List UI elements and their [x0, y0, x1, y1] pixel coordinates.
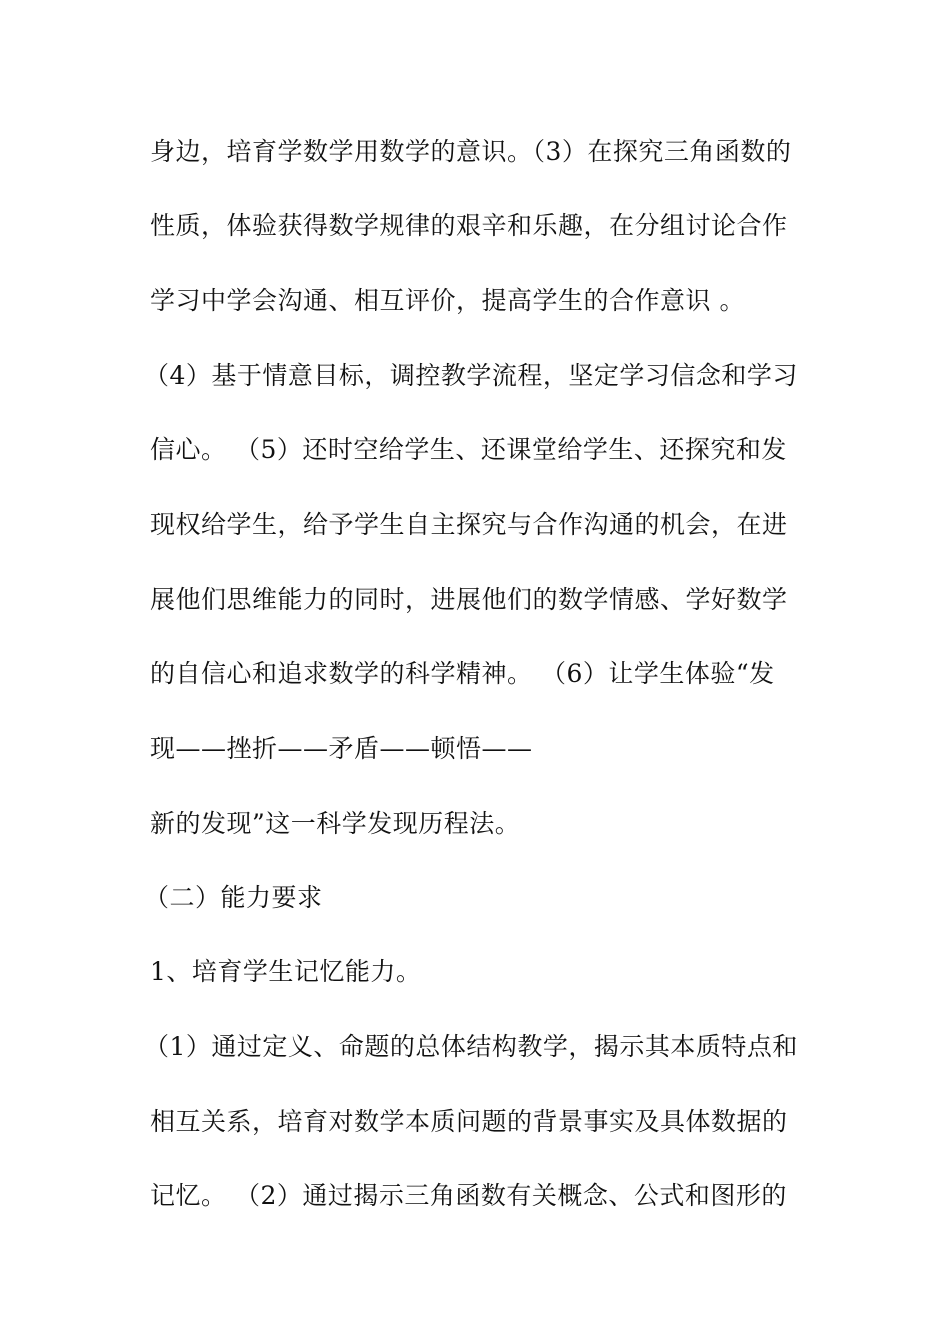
section-heading: （二）能力要求 — [144, 883, 323, 912]
text-line: 新的发现”这一科学发现历程法。 — [150, 809, 521, 838]
text-line: 的自信心和追求数学的科学精神。 （6）让学生体验“发 — [150, 659, 775, 688]
text-line: 性质，体验获得数学规律的艰辛和乐趣，在分组讨论合作 — [150, 211, 788, 240]
text-line: 现——挫折——矛盾——顿悟—— — [150, 734, 533, 763]
text-line: 身边，培育学数学用数学的意识。（3）在探究三角函数的 — [150, 137, 792, 166]
text-line: 记忆。 （2）通过揭示三角函数有关概念、公式和图形的 — [150, 1181, 787, 1210]
text-line: （1）通过定义、命题的总体结构教学，揭示其本质特点和 — [144, 1032, 798, 1061]
text-line: （4）基于情意目标，调控教学流程，坚定学习信念和学习 — [144, 361, 798, 390]
text-line: 学习中学会沟通、相互评价，提高学生的合作意识 。 — [150, 286, 745, 315]
text-line: 信心。 （5）还时空给学生、还课堂给学生、还探究和发 — [150, 435, 787, 464]
text-line: 展他们思维能力的同时，进展他们的数学情感、学好数学 — [150, 585, 788, 614]
text-line: 现权给学生，给予学生自主探究与合作沟通的机会，在进 — [150, 510, 788, 539]
text-line: 相互关系，培育对数学本质问题的背景事实及具体数据的 — [150, 1107, 788, 1136]
subsection-heading: 1、培育学生记忆能力。 — [150, 957, 422, 986]
